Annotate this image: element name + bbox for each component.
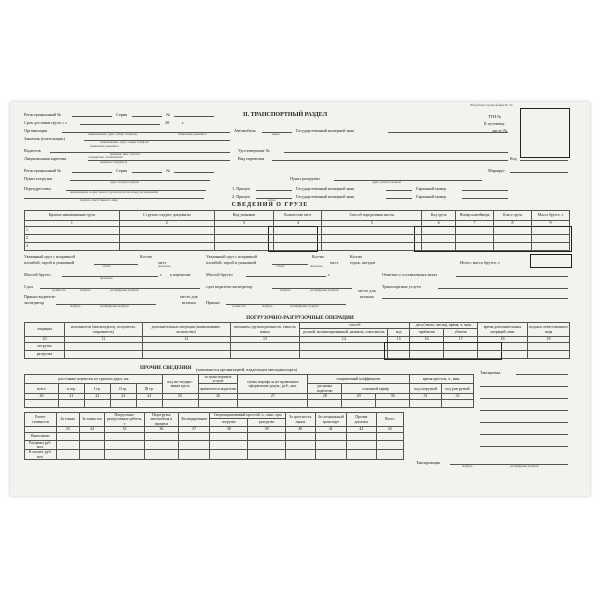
ttn-label: ТТН № — [488, 114, 502, 119]
ops-table: операция исполнитель (автовладелец, получатель, отправитель) дополнительные операции (наименование, количество) механизм, грузоподъемность, емкость ковша способ дата (число, месяц), время, ч, мин. время дополнительных операций, мин. подпись ответственного лица ручной, механизированный, наливом, самосвалом код прибытия убытия 10 11 12 13 14 15 16 17 18 19 погрузка разгрузка — [24, 322, 570, 359]
total-mass-box[interactable] — [530, 254, 572, 268]
ops-title: ПОГРУЗОЧНО-РАЗГРУЗОЧНЫЕ ОПЕРАЦИИ — [246, 316, 354, 321]
reg-no-label: Регистрационный № — [24, 112, 61, 117]
places-box — [268, 226, 318, 252]
waybill-label: К путевому — [484, 121, 505, 126]
list-label: листу № — [492, 128, 508, 133]
calc-table: Расчет стоимости За тонны За тонно-км Погрузочно-разгрузочные работы, т Недогрузка автомобиля и прицепа Экспедирование Сверхнормативный простой, ч., мин., при За сроч-ность заказа За специальный транспорт Прочие доплаты Всего погрузке разгрузке 33 34 35 36 37 38 39 40 41 42 43 Выполнено Расценка руб. коп. К оплате, руб. коп. — [24, 412, 404, 460]
form-sheet: Оборотная сторона формы № 1-Т II. ТРАНСПОРТНЫЙ РАЗДЕЛ ТТН № К путевому листу № Регистрационный № Серия № Срок доставки груза « » 20 г. Организация наименование, адрес, номер телефона, банковские реквизиты Автомобиль марка Государственный номерной знак Заказчик (плательщик) наименование, адрес, номер телефона Водитель банковские реквизиты фамилия, имя, отчество Удостоверение № Лицензионная карточка стандартная, ограниченная ненужное зачеркнуть Вид перевозки Код Регистрационный № Серия № Маршрут Пункт погрузки адрес, номер телефона Пункт разгрузки адрес, номер телефона Переадресовка наименование и адрес нового грузополучателя, номер распоряжения 1. Прицеп Государственный номерной знак Гаражный номер подпись ответственного лица 2. Прицеп марка Государственный номерной знак Гаражный номер СВЕДЕНИЯ О ГРУЗЕ Краткое наименование груза С грузом следуют документы Вид упаковки Количество мест Способ определения массы Код груза Номер контейнера Класс груза Масса брутто, т 1 2 3 4 5 6 7 8 9 1. 2. 3. Итого: масса брутто, т Указанный груз с исправной пломбой, тарой и упаковкой оттиск Кол-во мест прописью Массой брутто т прописью к перевозке Сдал должность подпись расшифровка подписи Принял водитель- экспедитор подпись расшифровка подписи место для штампа Указанный груз с исправной пломбой, тарой и упаковкой оттиск Кол-во мест прописью Кол-во ездок, заездов Массой брутто т сдал водитель-экспедитор подпись расшифровка подписи Принял должность подпись расшифровка подписи место для штампа Отметки о составленных актах Транспортные услуги ПОГРУЗОЧНО-РАЗГРУЗОЧНЫЕ ОПЕРАЦИИ операция исполнитель (автовладелец, получатель, отправитель) дополнительные операции (наименование, количество) механизм, грузоподъемность, емкость ковша способ дата (число, месяц), время, ч, мин. время дополнительных операций, мин. подпись ответственного лица ручной, механизированный, наливом, самосвалом код прибытия убытия 10 11 12 13 14 15 16 17 18 19 погрузка разгрузка ПРОЧИЕ СВЕДЕНИЯ (заполняется организацией, владельцем автотранспорта) расстояние перевозок по группам дорог, км код экс-педиро-вания груза за транспортные услуги сумма штрафа за не-правильное оформление докум., руб., коп. поправочный коэффициент время простоя, ч., мин. всего в гор. I гр. II гр. III гр. причитается водителю расценка водителю основной тариф под погрузкой под разгрузкой 20 21 22 23 24 25 26 27 28 29 30 31 32 Таксировка Расчет стоимости За тонны За тонно-км Погрузочно-разгрузочные работы, т Недогрузка автомобиля и прицепа Экспедирование Сверхнормативный простой, ч., мин., при За сроч-ность заказа За специальный транспорт Прочие доплаты Всего погрузке разгрузке 33 34 35 36 37 38 39 40 41 42 43 Выполнено Расценка руб. коп. К оплате, руб. коп. Таксировщик подпись расшифровка подписи — [10, 102, 590, 496]
form-note: Оборотная сторона формы № 1-Т — [470, 103, 513, 107]
cargo-title: СВЕДЕНИЯ О ГРУЗЕ — [231, 202, 309, 208]
cargo-table: Краткое наименование груза С грузом следуют документы Вид упаковки Количество мест Способ определения массы Код груза Номер контейнера Класс груза Масса брутто, т 1 2 3 4 5 6 7 8 9 1. 2. 3. — [24, 210, 570, 251]
ttn-box[interactable] — [520, 108, 570, 158]
other-title: ПРОЧИЕ СВЕДЕНИЯ — [140, 366, 192, 371]
mass-box — [414, 226, 572, 252]
term-label: Срок доставки груза « » — [24, 120, 67, 125]
form-title: II. ТРАНСПОРТНЫЙ РАЗДЕЛ — [242, 112, 328, 118]
ops-time-box — [384, 342, 502, 360]
other-table: расстояние перевозок по группам дорог, км код экс-педиро-вания груза за транспортные услуги сумма штрафа за не-правильное оформление докум., руб., коп. поправочный коэффициент время простоя, ч., мин. всего в гор. I гр. II гр. III гр. причитается водителю расценка водителю основной тариф под погрузкой под разгрузкой 20 21 22 23 24 25 26 27 28 29 30 31 32 — [24, 374, 474, 408]
